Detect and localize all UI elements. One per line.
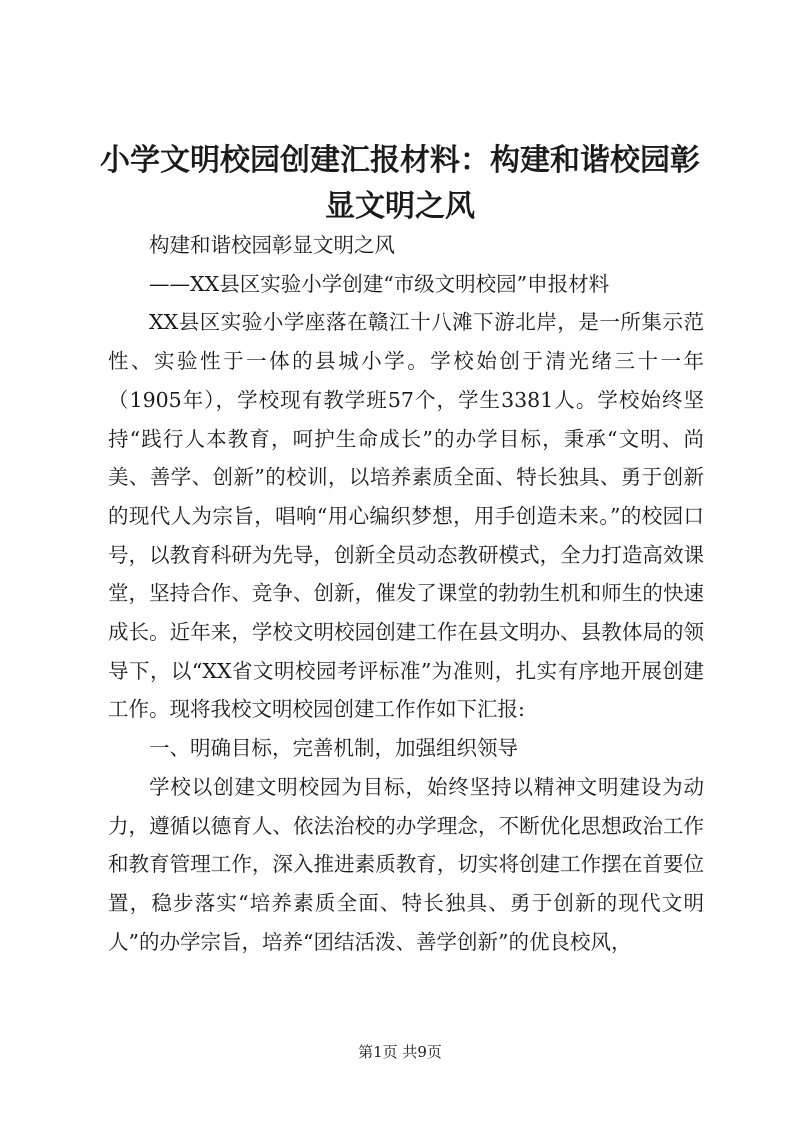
- subtitle-source-line: ——XX县区实验小学创建“市级文明校园”申报材料: [149, 271, 610, 296]
- subtitle-line: 构建和谐校园彰显文明之风: [149, 233, 395, 257]
- document-title: 小学文明校园创建汇报材料：构建和谐校园彰显文明之风: [100, 143, 700, 224]
- intro-paragraph: XX县区实验小学座落在赣江十八滩下游北岸，是一所集示范性、实验性于一体的县城小学。学校始创于清光绪三十一年（1905年），学校现有教学班57个，学生3381人。学校始终坚持“践行人本教育，呵护生命成长”的办学目标，秉承“文明、尚美、善学、创新”的校训，以培养素质全面、特长独具、勇于创新的现代人为宗旨，唱响“用心编织梦想，用手创造未来。”的校园口号，以教育科研为先导，创新全员动态教研模式，全力打造高效课堂，坚持合作、竞争、创新，催发了课堂的勃勃生机和师生的快速成长。近年来，学校文明校园创建工作在县文明办、县教体局的领导下，以“XX省文明校园考评标准”为准则，扎实有序地开展创建工作。现将我校文明校园创建工作作如下汇报:: [108, 310, 704, 722]
- section-paragraph: 学校以创建文明校园为目标，始终坚持以精神文明建设为动力，遵循以德育人、依法治校的办学理念，不断优化思想政治工作和教育管理工作，深入推进素质教育，切实将创建工作摆在首要位置，稳步落实“培养素质全面、特长独具、勇于创新的现代文明人”的办学宗旨，培养“团结活泼、善学创新”的优良校风，: [108, 774, 704, 954]
- section-heading: 一、明确目标，完善机制，加强组织领导: [149, 736, 518, 761]
- page-number-footer: 第1页 共9页: [358, 1043, 442, 1061]
- document-body: [108, 226, 704, 961]
